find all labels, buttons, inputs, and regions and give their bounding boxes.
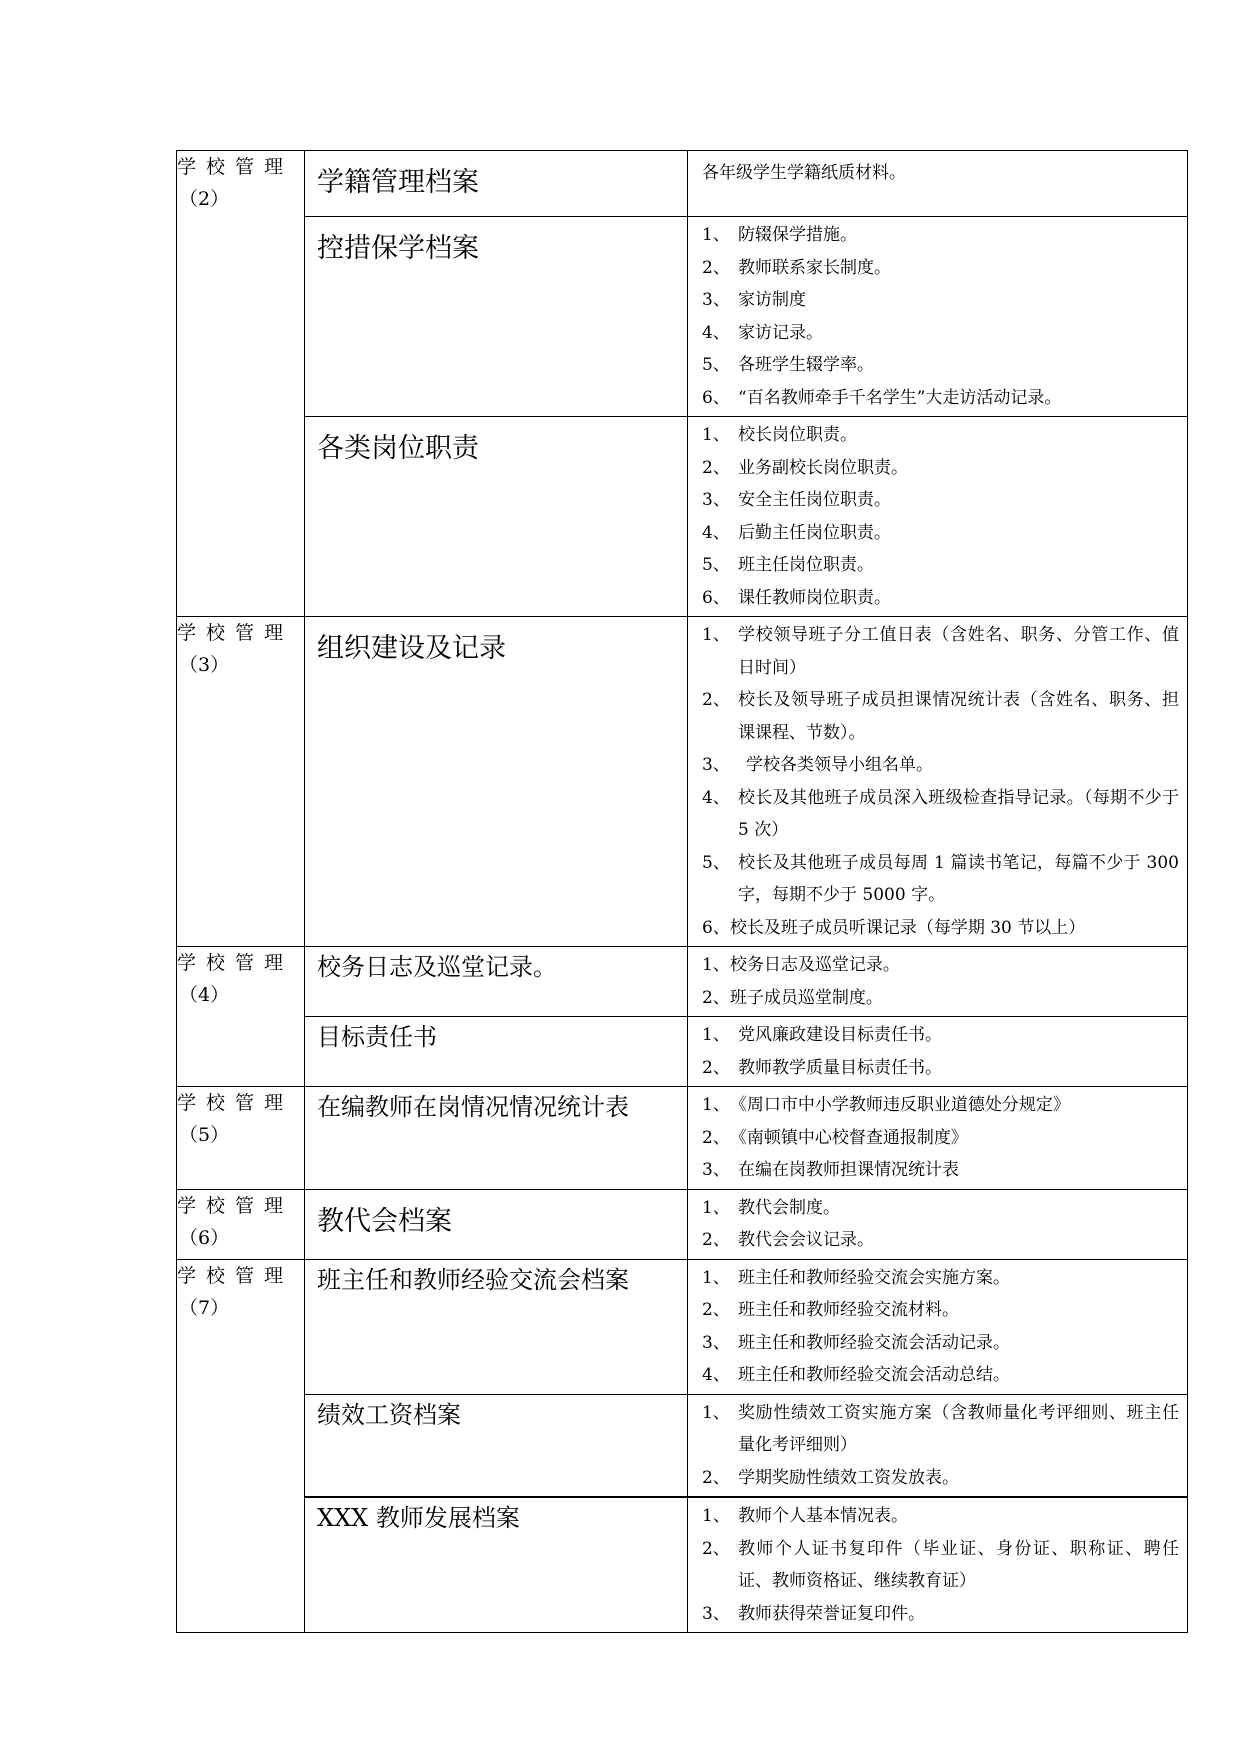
list-item-text: 学期奖励性绩效工资发放表。 [738, 1467, 959, 1488]
list-item-text: “百名教师牵手千名学生”大走访活动记录。 [738, 387, 1062, 408]
list-item-text: 班主任和教师经验交流会活动总结。 [738, 1365, 1010, 1385]
list-item-number: 5、 [702, 852, 730, 873]
list-item [702, 1224, 1179, 1257]
list-item [702, 1089, 1179, 1122]
category-number: （2） [179, 188, 230, 210]
archive-title-cell [305, 217, 688, 417]
category-cell [177, 617, 305, 947]
category-label: 学校管理 [177, 1194, 294, 1217]
list-item [702, 982, 1179, 1015]
archive-contents-cell [688, 617, 1188, 947]
list-item [702, 549, 1179, 582]
archive-row [177, 1087, 1188, 1190]
list-item-text: 学校各类领导小组名单。 [746, 755, 933, 775]
archive-row [177, 1259, 1188, 1394]
archive-title-cell [305, 151, 688, 217]
archive-title: XXX 教师发展档案 [317, 1504, 520, 1532]
list-item-text: 安全主任岗位职责。 [738, 490, 891, 510]
list-item [702, 1262, 1179, 1295]
list-item-text: 教师获得荣誉证复印件。 [738, 1603, 925, 1624]
list-item-text: 校长岗位职责。 [738, 425, 857, 445]
archive-content-list [688, 1087, 1187, 1189]
archive-table [176, 150, 1188, 1633]
archive-content-list [688, 417, 1187, 616]
list-item-number: 5、 [702, 555, 730, 575]
list-item [702, 517, 1179, 550]
list-item-text: 各班学生辍学率。 [738, 355, 874, 375]
category-number: （5） [179, 1124, 230, 1146]
list-item-number: 1、 [702, 1402, 730, 1423]
archive-row [177, 1394, 1188, 1497]
list-item-number: 2、 [702, 1057, 730, 1078]
list-item-text: 校长及领导班子成员担课情况统计表（含姓名、职务、担课课程、节数）。 [738, 690, 1179, 743]
list-item [702, 912, 1179, 945]
archive-title-cell [305, 1087, 688, 1190]
list-item-text: 教师联系家长制度。 [738, 257, 891, 278]
archive-title: 目标责任书 [317, 1023, 437, 1051]
list-item-text: 防辍保学措施。 [738, 225, 857, 245]
list-item-text: 课任教师岗位职责。 [738, 587, 891, 608]
list-item-number: 5、 [702, 355, 730, 375]
archive-title: 绩效工资档案 [317, 1400, 461, 1429]
list-item [702, 1019, 1179, 1052]
archive-title: 在编教师在岗情况情况统计表 [317, 1093, 629, 1121]
list-item-number: 1、 [702, 955, 730, 975]
archive-title-cell [305, 617, 688, 947]
archive-contents-cell [688, 217, 1188, 417]
list-item-number: 3、 [702, 290, 730, 310]
list-item-number: 3、 [702, 1603, 730, 1624]
list-item-text: 班主任岗位职责。 [738, 555, 874, 575]
list-item-text: 《南顿镇中心校督查通报制度》 [729, 1127, 968, 1148]
archive-title: 校务日志及巡堂记录。 [317, 953, 557, 981]
list-item-text: 业务副校长岗位职责。 [738, 457, 908, 478]
category-number: （6） [179, 1226, 230, 1249]
archive-row [177, 417, 1188, 617]
category-cell [177, 947, 305, 1087]
archive-content-text: 各年级学生学籍纸质材料。 [702, 163, 906, 183]
list-item [702, 1598, 1179, 1631]
list-item [702, 1397, 1179, 1462]
list-item [702, 382, 1179, 415]
list-item [702, 582, 1179, 615]
list-item-number: 1、 [702, 1095, 730, 1115]
list-item-text: 校长及其他班子成员每周 1 篇读书笔记，每篇不少于 300 字，每期不少于 5000 字。 [738, 852, 1179, 905]
list-item-text: 班主任和教师经验交流材料。 [738, 1300, 959, 1320]
archive-contents-cell [688, 947, 1188, 1017]
list-item-number: 1、 [702, 1025, 730, 1045]
archive-row [177, 217, 1188, 417]
archive-title-cell [305, 1497, 688, 1633]
list-item-number: 4、 [702, 787, 730, 808]
list-item-number: 2、 [702, 690, 730, 710]
archive-row [177, 1017, 1188, 1087]
list-item [702, 749, 1179, 782]
list-item-number: 3、 [702, 490, 730, 510]
list-item-text: 班主任和教师经验交流会活动记录。 [738, 1332, 1010, 1353]
list-item-text: 后勤主任岗位职责。 [738, 522, 891, 543]
list-item-number: 4、 [702, 1365, 730, 1385]
archive-row [177, 1189, 1188, 1259]
list-item [702, 1359, 1179, 1392]
list-item [702, 1052, 1179, 1085]
archive-row [177, 947, 1188, 1017]
list-item [702, 1192, 1179, 1225]
archive-content-list [688, 1395, 1187, 1497]
list-item [702, 1327, 1179, 1360]
list-item-number: 2、 [702, 257, 730, 278]
list-item-text: 奖励性绩效工资实施方案（含教师量化考评细则、班主任量化考评细则） [738, 1402, 1179, 1455]
list-item-number: 1、 [702, 425, 730, 445]
list-item-number: 2、 [702, 1300, 730, 1320]
list-item-number: 2、 [702, 1538, 730, 1559]
archive-contents-cell [688, 151, 1188, 217]
list-item-number: 3、 [702, 755, 730, 775]
list-item [702, 219, 1179, 252]
list-item-number: 1、 [702, 1267, 730, 1288]
list-item [702, 252, 1179, 285]
list-item-text: 学校领导班子分工值日表（含姓名、职务、分管工作、值日时间） [738, 625, 1179, 678]
list-item-number: 1、 [702, 1197, 730, 1218]
list-item-number: 6、 [702, 917, 730, 938]
archive-title-cell [305, 1259, 688, 1394]
archive-contents-cell [688, 1017, 1188, 1087]
archive-content-list [688, 1190, 1187, 1259]
list-item-number: 6、 [702, 587, 730, 608]
list-item [702, 484, 1179, 517]
list-item-number: 2、 [702, 457, 730, 478]
category-label: 学校管理 [177, 952, 294, 974]
archive-contents-cell [688, 1189, 1188, 1259]
list-item [702, 317, 1179, 350]
category-number: （3） [179, 654, 230, 676]
list-item-text: 校长及班子成员听课记录（每学期 30 节以上） [729, 917, 1086, 938]
archive-contents-cell [688, 1259, 1188, 1394]
archive-title-cell [305, 1394, 688, 1497]
list-item-number: 3、 [702, 1160, 730, 1180]
list-item [702, 1462, 1179, 1495]
list-item [702, 419, 1179, 452]
list-item-text: 家访制度 [738, 290, 806, 310]
archive-title-cell [305, 417, 688, 617]
list-item-text: 在编在岗教师担课情况统计表 [738, 1160, 959, 1180]
archive-content-list [688, 947, 1187, 1016]
category-cell [177, 151, 305, 617]
list-item-text: 校长及其他班子成员深入班级检查指导记录。（每期不少于 5 次） [738, 787, 1179, 840]
list-item [702, 1294, 1179, 1327]
list-item [702, 1500, 1179, 1533]
list-item [702, 1122, 1179, 1155]
archive-title: 学籍管理档案 [317, 167, 479, 198]
list-item-text: 班子成员巡堂制度。 [729, 987, 883, 1008]
archive-table-body [177, 151, 1188, 1633]
archive-title: 班主任和教师经验交流会档案 [317, 1265, 629, 1294]
list-item [702, 684, 1179, 749]
archive-title: 教代会档案 [317, 1205, 452, 1237]
list-item-number: 1、 [702, 625, 730, 645]
list-item [702, 782, 1179, 847]
archive-row [177, 151, 1188, 217]
list-item-number: 1、 [702, 1506, 730, 1526]
category-number: （4） [179, 984, 230, 1006]
archive-content-list [688, 217, 1187, 416]
list-item [702, 349, 1179, 382]
archive-title: 各类岗位职责 [317, 433, 479, 464]
list-item-number: 2、 [702, 1127, 730, 1148]
category-label: 学校管理 [177, 1092, 294, 1114]
list-item-text: 教师教学质量目标责任书。 [738, 1057, 942, 1078]
list-item [702, 847, 1179, 912]
list-item-text: 教师个人证书复印件（毕业证、身份证、职称证、聘任证、教师资格证、继续教育证） [738, 1538, 1179, 1591]
list-item-number: 6、 [702, 387, 730, 408]
list-item-number: 3、 [702, 1332, 730, 1353]
list-item-text: 校务日志及巡堂记录。 [729, 955, 900, 975]
list-item [702, 619, 1179, 684]
list-item [702, 284, 1179, 317]
archive-contents-cell [688, 1394, 1188, 1497]
archive-content-list [688, 1017, 1187, 1086]
list-item-number: 2、 [702, 1467, 730, 1488]
list-item-text: 班主任和教师经验交流会实施方案。 [738, 1267, 1010, 1288]
list-item-number: 2、 [702, 987, 730, 1008]
archive-contents-cell [688, 1497, 1188, 1633]
list-item-text: 教代会制度。 [738, 1197, 840, 1218]
list-item-number: 1、 [702, 225, 730, 245]
list-item [702, 1154, 1179, 1187]
list-item-text: 《周口市中小学教师违反职业道德处分规定》 [729, 1095, 1070, 1115]
archive-contents-cell [688, 417, 1188, 617]
list-item-text: 教师个人基本情况表。 [738, 1506, 908, 1526]
list-item-text: 党风廉政建设目标责任书。 [738, 1025, 942, 1045]
category-label: 学校管理 [177, 1264, 294, 1287]
archive-title: 控措保学档案 [317, 233, 479, 264]
archive-title-cell [305, 947, 688, 1017]
list-item-number: 4、 [702, 322, 730, 343]
list-item-number: 2、 [702, 1230, 730, 1250]
archive-row [177, 617, 1188, 947]
list-item [702, 1533, 1179, 1598]
archive-title-cell [305, 1189, 688, 1259]
archive-title: 组织建设及记录 [317, 633, 506, 664]
archive-content-list [688, 1498, 1187, 1632]
archive-content-list [688, 1260, 1187, 1394]
archive-contents-cell [688, 1087, 1188, 1190]
category-number: （7） [179, 1296, 230, 1319]
list-item-text: 家访记录。 [738, 322, 823, 343]
archive-row [177, 1497, 1188, 1633]
list-item-number: 4、 [702, 522, 730, 543]
category-cell [177, 1189, 305, 1259]
archive-content-list [688, 617, 1187, 946]
category-cell [177, 1087, 305, 1190]
category-label: 学校管理 [177, 622, 294, 644]
list-item [702, 949, 1179, 982]
category-label: 学校管理 [177, 156, 294, 178]
archive-title-cell [305, 1017, 688, 1087]
list-item [702, 452, 1179, 485]
category-cell [177, 1259, 305, 1633]
list-item-text: 教代会会议记录。 [738, 1230, 874, 1250]
